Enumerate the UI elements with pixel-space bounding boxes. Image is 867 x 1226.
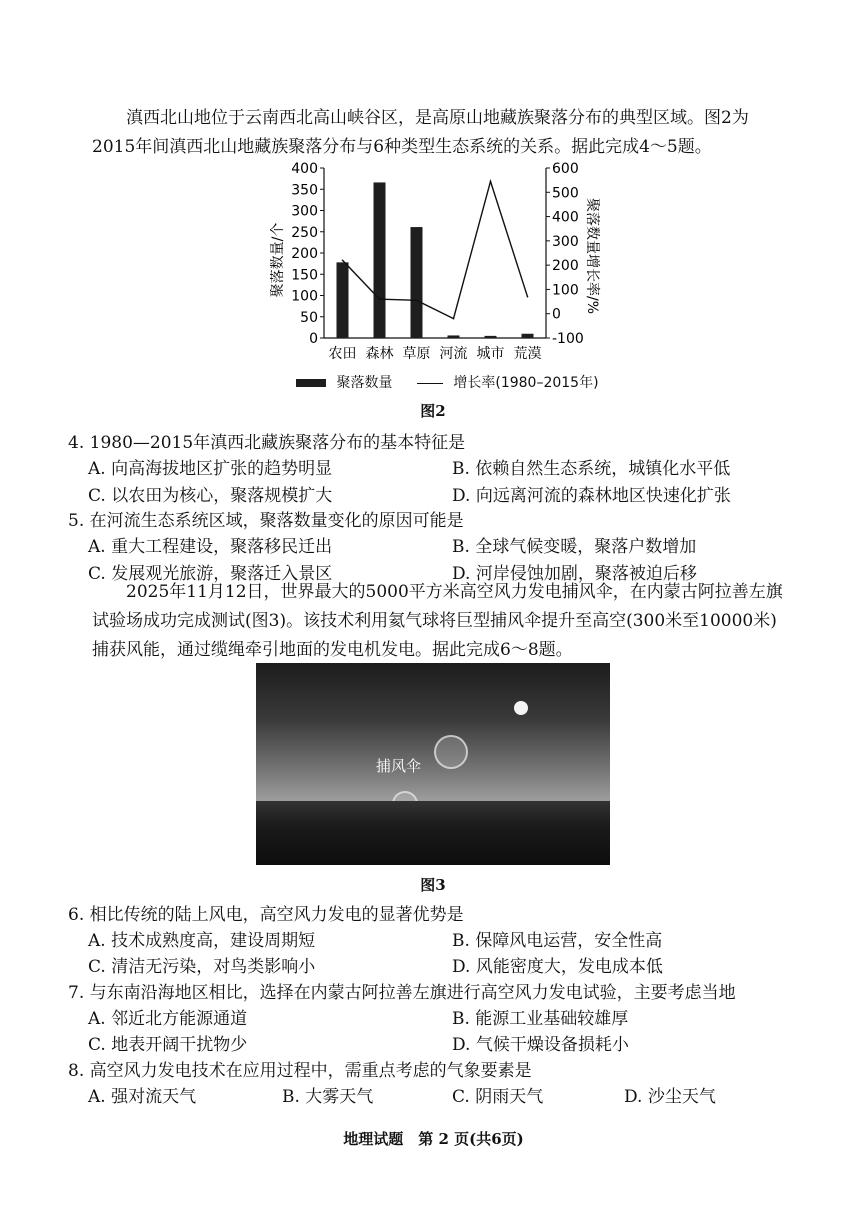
question-8-option-c: C. 阴雨天气 <box>452 1087 544 1107</box>
legend-bar-swatch <box>296 379 326 387</box>
left-tick-label: 350 <box>291 182 318 199</box>
question-5-option-d: D. 河岸侵蚀加剧，聚落被迫后移 <box>452 564 697 584</box>
growth-rate-point <box>342 259 344 261</box>
right-tick-label: 200 <box>552 258 579 275</box>
settlement-chart <box>262 160 600 362</box>
moon <box>514 701 528 715</box>
chart-bars <box>337 182 534 338</box>
question-8-stem: 8. 高空风力发电技术在应用过程中，需重点考虑的气象要素是 <box>68 1061 532 1081</box>
question-4-option-a: A. 向高海拔地区扩张的趋势明显 <box>88 459 333 479</box>
category-label: 荒漠 <box>513 346 542 362</box>
chart-legend <box>296 372 599 392</box>
growth-rate-point <box>490 181 492 183</box>
right-tick-label: 400 <box>552 209 579 226</box>
category-label: 森林 <box>365 346 394 362</box>
bar-城市 <box>485 336 497 338</box>
figure-3-caption: 图3 <box>420 876 446 894</box>
question-7-option-c: C. 地表开阔干扰物少 <box>88 1035 248 1055</box>
question-6-option-a: A. 技术成熟度高，建设周期短 <box>88 931 316 951</box>
question-7-option-d: D. 气候干燥设备损耗小 <box>452 1035 629 1055</box>
question-5-stem: 5. 在河流生态系统区域，聚落数量变化的原因可能是 <box>68 511 464 531</box>
intro-paragraph-fig2: 滇西北山地位于云南西北高山峡谷区，是高原山地藏族聚落分布的典型区域。图2为2015年间滇西北山地藏族聚落分布与6种类型生态系统的关系。据此完成4～5题。 <box>92 108 749 157</box>
question-6-option-b: B. 保障风电运营，安全性高 <box>452 931 663 951</box>
growth-rate-point <box>379 298 381 300</box>
question-7-stem: 7. 与东南沿海地区相比，选择在内蒙古阿拉善左旗进行高空风力发电试验，主要考虑当地 <box>68 983 736 1003</box>
left-tick-label: 50 <box>300 309 318 326</box>
page-footer: 地理试题 第 2 页(共6页) <box>343 1130 524 1148</box>
legend-line-swatch <box>417 383 443 384</box>
left-tick-label: 150 <box>291 267 318 284</box>
question-8-option-a: A. 强对流天气 <box>88 1087 197 1107</box>
legend-bar-label: 聚落数量 <box>336 375 393 391</box>
question-7-option-a: A. 邻近北方能源通道 <box>88 1009 248 1029</box>
question-6-stem: 6. 相比传统的陆上风电，高空风力发电的显著优势是 <box>68 905 464 925</box>
legend-line-label: 增长率(1980–2015年) <box>453 375 599 391</box>
growth-rate-line <box>343 181 528 318</box>
left-tick-label: 250 <box>291 224 318 241</box>
left-tick-label: 100 <box>291 288 318 305</box>
bar-草原 <box>411 227 423 338</box>
question-5-option-c: C. 发展观光旅游，聚落迁入景区 <box>88 564 333 584</box>
figure-2-caption: 图2 <box>420 402 446 420</box>
left-tick-label: 400 <box>291 161 318 177</box>
category-label: 城市 <box>476 346 505 362</box>
wind-parachute-upper <box>434 735 468 769</box>
ground-horizon <box>256 801 610 865</box>
right-tick-label: 300 <box>552 233 579 250</box>
wind-kite-photo <box>256 663 610 865</box>
question-4-option-b: B. 依赖自然生态系统，城镇化水平低 <box>452 459 731 479</box>
left-axis-label: 聚落数量/个 <box>270 222 286 298</box>
left-tick-label: 300 <box>291 203 318 220</box>
question-4-stem: 4. 1980—2015年滇西北藏族聚落分布的基本特征是 <box>68 433 466 453</box>
right-tick-label: 0 <box>552 306 561 323</box>
question-8-option-b: B. 大雾天气 <box>282 1087 374 1107</box>
growth-rate-point <box>527 296 529 298</box>
intro-paragraph-fig3: 2025年11月12日，世界最大的5000平方米高空风力发电捕风伞，在内蒙古阿拉善左旗试验场成功完成测试(图3)。该技术利用氦气球将巨型捕风伞提升至高空(300米至10000米)捕获风能，通过缆绳牵引地面的发电机发电。据此完成6～8题。 <box>92 582 783 660</box>
right-tick-label: 500 <box>552 185 579 202</box>
question-5-option-a: A. 重大工程建设，聚落移民迁出 <box>88 537 333 557</box>
bar-农田 <box>337 262 349 338</box>
left-tick-label: 0 <box>309 331 318 347</box>
left-tick-label: 200 <box>291 246 318 262</box>
right-tick-label: 100 <box>552 282 579 299</box>
bar-森林 <box>374 182 386 338</box>
chart-ticks <box>291 161 584 362</box>
right-tick-label: -100 <box>552 331 584 347</box>
photo-label: 捕风伞 <box>376 757 422 775</box>
right-axis-label: 聚落数量增长率/% <box>584 197 600 315</box>
chart-line <box>342 181 529 320</box>
question-6-option-d: D. 风能密度大，发电成本低 <box>452 957 663 977</box>
category-label: 草原 <box>402 346 431 362</box>
growth-rate-point <box>416 300 418 302</box>
question-5-option-b: B. 全球气候变暖，聚落户数增加 <box>452 537 697 557</box>
chart-axes <box>324 168 546 338</box>
question-4-option-d: D. 向远离河流的森林地区快速化扩张 <box>452 486 731 506</box>
bar-荒漠 <box>522 334 534 338</box>
category-label: 农田 <box>328 346 357 362</box>
question-7-option-b: B. 能源工业基础较雄厚 <box>452 1009 629 1029</box>
growth-rate-point <box>453 318 455 320</box>
right-tick-label: 600 <box>552 161 579 177</box>
category-label: 河流 <box>439 346 468 362</box>
question-4-option-c: C. 以农田为核心，聚落规模扩大 <box>88 486 333 506</box>
question-8-option-d: D. 沙尘天气 <box>624 1087 716 1107</box>
bar-河流 <box>448 335 460 338</box>
question-6-option-c: C. 清洁无污染，对鸟类影响小 <box>88 957 316 977</box>
